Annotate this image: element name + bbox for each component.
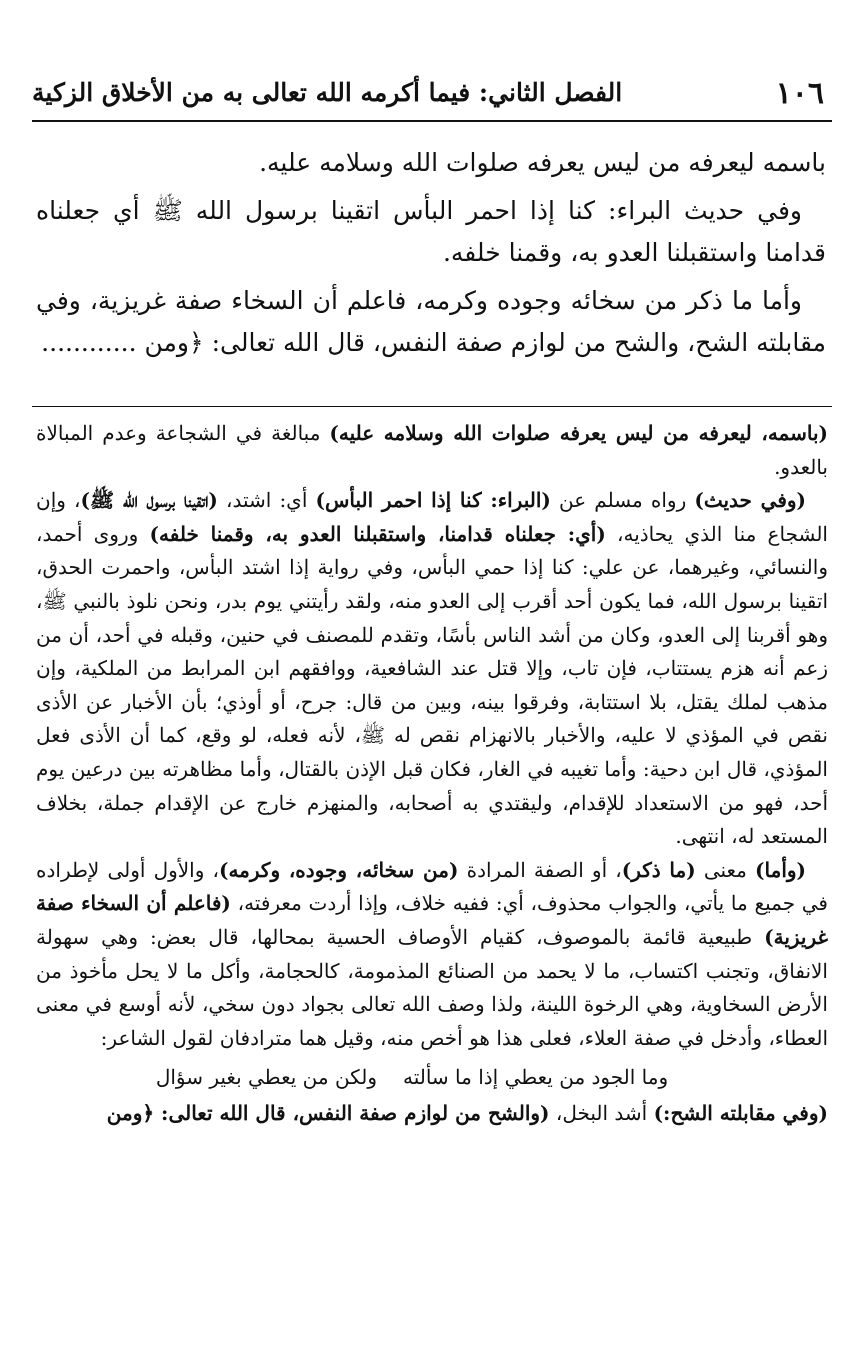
commentary-phrase: أي: اشتد، [217, 488, 316, 513]
quoted-phrase: (وأما) [755, 857, 806, 882]
running-header [32, 58, 832, 122]
commentary-phrase: مبالغة في الشجاعة وعدم المبالاة بالعدو. [36, 421, 828, 479]
main-paragraph: وفي حديث البراء: كنا إذا احمر البأس اتقينا برسول الله ﷺ أي جعلناه قدامنا واستقبلنا العدو به، وقمنا خلفه. [36, 196, 826, 267]
main-text [32, 142, 832, 364]
commentary-phrase: ، أو الصفة المرادة [458, 857, 622, 882]
verse-first-hemistich: وما الجود من يعطي إذا ما سألته [402, 1065, 669, 1090]
commentary-paragraph [36, 854, 828, 1056]
quoted-phrase: (أي: جعلناه قدامنا، واستقبلنا العدو به، وقمنا خلفه) [149, 521, 606, 546]
quoted-phrase: (البراء: كنا إذا احمر البأس) [315, 488, 551, 513]
quoted-phrase: (فاعلم أن السخاء صفة غريزية) [36, 891, 828, 949]
quoted-phrase: (اتقينا برسول الله ﷺ) [80, 488, 218, 513]
footnote-divider [32, 406, 832, 407]
commentary-phrase: أشد البخل، [549, 1101, 654, 1126]
page-number: ١٠٦ [775, 76, 824, 111]
commentary-phrase: وروى أحمد، والنسائي، وغيرهما، عن علي: كنا إذا حمي البأس، وفي رواية إذا اشتد البأس، واحمرت الحدق، اتقينا برسول الله، فما يكون أحد أقرب إلى العدو منه، ولقد رأيتني يوم بدر، ونحن نلوذ بالنبي ﷺ، وهو أقربنا إلى العدو، وكان من أشد الناس بأسًا، وتقدم للمصنف في حنين، وقبله في أحد، أن من زعم أنه هزم يستتاب، فإن تاب، وإلا قتل عند الشافعية، ووافقهم ابن المرابط من الملكية، وإن مذهب لملك يقتل، بلا استتابة، وفرقوا بينه، وبين من قال: جرح، أو أوذي؛ بأن الأخبار عن الأذى نقص في المؤذي لا عليه، والأخبار بالانهزام نقص له ﷺ، لأنه فعله، لو وقع، كما أن الأذى فعل المؤذي، قال ابن دحية: وأما تغيبه في الغار، فكان قبل الإذن بالقتال، وأما مظاهرته بين درعين يوم أحد، فهو من الاستعداد للإقدام، وليقتدي به أصحابه، والمنهزم خارج عن الإقدام جملة، بخلاف المستعد له، انتهى. [36, 521, 829, 849]
commentary-phrase: ، وإن الشجاع منا الذي يحاذيه، [36, 488, 828, 546]
commentary-phrase: طبيعية قائمة بالموصوف، كقيام الأوصاف الحسية بمحالها، قال بعض: وهي سهولة الانفاق، وتجنب اكتساب، ما لا يحمد من الصنائع المذمومة، كالحجامة، وأكل ما لا يحل مأخوذ من الأرض السخاوية، وهي الرخوة اللينة، ولذا وصف الله تعالى بجواد دون سخي، لأنه أوسع في معنى العطاء، وأدخل في صفة العلاء، فعلى هذا هو أخص منه، وقيل هما مترادفان لقول الشاعر: [36, 924, 828, 1050]
main-paragraph: باسمه ليعرفه من ليس يعرفه صلوات الله وسلامه عليه. [259, 148, 826, 177]
commentary-phrase: رواه مسلم عن [550, 488, 695, 513]
quoted-phrase: (باسمه، ليعرفه من ليس يعرفه صلوات الله وسلامه عليه) [329, 421, 828, 445]
quoted-phrase: (وفي حديث) [694, 488, 807, 513]
quoted-phrase: (وفي مقابلته الشح:) [653, 1101, 828, 1126]
verse-second-hemistich: ولكن من يعطي بغير سؤال [155, 1065, 377, 1090]
commentary-paragraph [36, 417, 828, 484]
commentary-phrase: معنى [695, 857, 756, 882]
quoted-phrase: (ما ذكر) [621, 857, 696, 882]
quoted-phrase: (والشح من لوازم صفة النفس، قال الله تعالى: ﴿ومن [106, 1101, 550, 1126]
poetry-verse [36, 1059, 828, 1095]
commentary-paragraph [36, 1097, 828, 1131]
commentary-paragraph [36, 484, 828, 854]
commentary-phrase: ، والأول أولى لإطراده في جميع ما يأتي، والجواب محذوف، أي: ففيه خلاف، وإذا أردت معرفته، [36, 857, 828, 916]
quoted-phrase: (من سخائه، وجوده، وكرمه) [218, 857, 459, 882]
chapter-title: الفصل الثاني: فيما أكرمه الله تعالى به من الأخلاق الزكية [32, 78, 623, 107]
page [32, 58, 832, 1131]
commentary-text [32, 417, 832, 1131]
main-paragraph: وأما ما ذكر من سخائه وجوده وكرمه، فاعلم أن السخاء صفة غريزية، وفي مقابلته الشح، والشح من لوازم صفة النفس، قال الله تعالى: ﴿ومن ............ [36, 286, 826, 357]
